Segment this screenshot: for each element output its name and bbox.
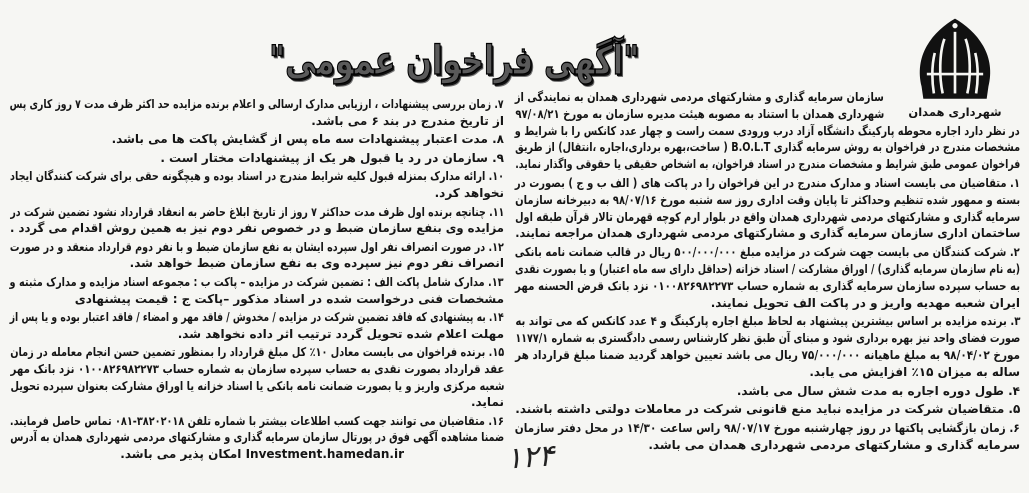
clause-12 [10,239,504,272]
line-text: ضمنا مشاهده آگهی فوق در پورتال سازمان سرمایه گذاری و مشارکتهای مردمی شهرداری همدان به آدرس [10,430,504,445]
line-text: عقد قرارداد بصورت نقدی به حساب سپرده سازمان به شماره حساب ۰۱۰۰۸۲۶۹۸۲۲۷۳ نزد بانک مهر [10,361,505,376]
line-text: (به نام سازمان سرمایه گذاری) / اوراق مشارکت / اسناد خزانه (حداقل دارای سه ماه اعتبار) و یا بصورت نقدی [514,261,1020,276]
line-text: مشخصات مندرج در فراخوان به روش سرمایه گذاری B.O.L.T ( ساخت،بهره برداری،اجاره ،انتقال) از طریق [514,140,1020,155]
line-text: ایران شعبه مهدیه واریز و در پاکت الف تحویل نمایند. [710,295,1020,310]
text-line [515,295,1020,312]
clause-10 [10,168,504,201]
line-text: شعبه مرکزی واریز و یا بصورت ضمانت نامه بانکی یا اسناد خزانه یا اوراق مشارکت بعنوان سپرده تحویل [10,378,504,393]
line-text: ۱۴. به پیشنهادی که فاقد تضمین شرکت در مزایده / مخدوش / فاقد مهر و امضاء / فاقد اعتبار بوده و یا پس از [9,310,504,325]
text-line [515,156,1020,173]
text-line [10,326,504,343]
clause-5 [515,401,1020,418]
text-line [515,225,1020,242]
text-line [10,220,504,237]
left-column [10,96,504,462]
line-text: به حساب سپرده سازمان سرمایه گذاری به شماره حساب ۰۱۰۰۸۲۶۹۸۲۲۷۳ نزد بانک قرض الحسنه مهر [514,278,1020,293]
text-line [10,113,504,130]
line-text: ۱۰. ارائه مدارک بمنزله قبول کلیه شرایط مندرج در اسناد بوده و هیچگونه حقی برای شرکت کنندگان ایجاد [9,169,504,184]
text-line [515,437,1020,454]
text-line [10,255,504,272]
text-line [515,89,1020,106]
clause-4 [515,383,1020,400]
line-text: ۹. سازمان در رد یا قبول هر یک از پیشنهادات مختار است . [160,150,504,165]
text-line [10,291,504,308]
line-text: بسته و ممهور شده تنظیم وحداکثر تا پایان وقت اداری روز سه شنبه مورخ ۹۸/۰۷/۱۶ به دبیرخانه سازمان [515,192,1020,207]
text-line [515,139,1020,156]
logo-caption: شهرداری همدان [908,105,1002,119]
text-line [10,378,504,395]
text-line [10,394,504,411]
clause-2 [515,244,1020,311]
line-text: انصراف نفر دوم نیز سپرده وی به نفع سازمان ضبط خواهد شد. [129,256,504,271]
line-text: ۶. زمان بازگشایی پاکتها در روز چهارشنبه مورخ ۹۸/۰۷/۱۷ راس ساعت ۱۴/۳۰ در محل دفتر سازمان [514,421,1020,436]
text-line [515,364,1020,381]
line-text: ساختمان اداری سازمان سرمایه گذاری و مشارکتهای مردمی شهرداری همدان مراجعه نمایند. [514,226,1020,241]
line-text: شهرداری همدان با استناد به مصوبه هیئت مدیره سازمان به مورخ ۹۷/۰۸/۲۱ [514,106,884,121]
line-text: سرمایه گذاری و مشارکتهای مردمی شهرداری همدان می باشد. [648,437,1020,452]
clause-9 [10,150,504,167]
text-line [515,401,1020,418]
line-text: سازمان سرمایه گذاری و مشارکتهای مردمی شهرداری همدان به نمایندگی از [514,90,884,104]
text-line [10,309,504,326]
text-line [10,204,504,221]
notice-title-text: "آگهی فراخوان عمومی" [268,38,639,84]
text-line [10,185,504,202]
line-text: ۲. شرکت کنندگان می بایست جهت شرکت در مزایده مبلغ ۵۰۰/۰۰۰/۰۰۰ ریال در قالب ضمانت نامه بانکی [515,245,1020,260]
clause-11 [10,204,504,237]
line-text: ۱۶. متقاضیان می توانند جهت کسب اطلاعات بیشتر با شماره تلفن ۳۸۲۰۲۰۱۸-۰۸۱ تماس حاصل فرمایند. [9,413,504,428]
line-text: ۱۵. برنده فراخوان می بایست معادل ۱۰٪ کل مبلغ قرارداد را بمنظور تضمین حسن انجام معامله در زمان [9,345,504,360]
text-line [10,239,504,256]
text-line [515,261,1020,278]
right-column [515,89,1020,454]
line-text: مشخصات فنی درخواست شده در اسناد مذکور –پاکت ج : قیمت پیشنهادی [74,291,504,306]
line-text: نماید. [470,395,504,410]
line-text: ۱۱. چنانچه برنده اول ظرف مدت حداکثر ۷ روز از تاریخ ابلاغ حاضر به انعقاد قرارداد نشود تضمین شرکت در [10,204,504,219]
intro-paragraph [515,89,1020,173]
text-line [515,244,1020,261]
notice-title [268,30,696,92]
text-line [10,413,504,430]
text-line [10,361,504,378]
text-line [515,209,1020,226]
text-line [515,420,1020,437]
line-text: مهلت اعلام شده تحویل گردد ترتیب اثر داده نخواهد شد. [177,326,504,341]
line-text: ۵. متقاضیان شرکت در مزایده نباید منع قانونی شرکت در معاملات دولتی داشته باشند. [514,402,1020,417]
clause-13 [10,274,504,307]
clause-6 [515,420,1020,454]
clause-16 [10,413,504,463]
clause-15 [10,344,504,410]
line-text: ۳. برنده مزایده بر اساس بیشترین پیشنهاد به لحاظ مبلغ اجاره پارکینگ و ۴ عدد کانکس که می تواند به [514,314,1020,329]
text-line [10,344,504,361]
line-text: مورخ ۹۸/۰۴/۰۲ به مبلغ ماهیانه ۷۵/۰۰۰/۰۰۰ ریال می باشد تعیین خواهد گردید ضمنا مبلغ قرارداد هر [515,347,1020,362]
handwritten-note: ۱۲۴ [504,438,556,477]
line-text: ۱. متقاضیان می بایست اسناد و مدارک مندرج در این فراخوان را در پاکت های ( الف ب و ج ) بصورت در [514,175,1020,190]
line-text: صورت فضای واحد نیز بهره برداری شود و مبنای آن طبق نظر کارشناس رسمی دادگستری به شماره ۱۱۷۷/۱ [515,331,1020,346]
text-line [515,383,1020,400]
text-line [515,192,1020,209]
clause-3 [515,313,1020,380]
line-text: ۴. طول دوره اجاره به مدت شش سال می باشد. [736,383,1020,398]
line-text: ۷. زمان بررسی پیشنهادات ، ارزیابی مدارک ارسالی و اعلام برنده مزایده حد اکثر ظرف مدت ۷ روز کاری پس [10,97,504,111]
line-text: ساله به میزان ۱۵٪ افزایش می یابد. [809,364,1020,379]
line-text: ۸. مدت اعتبار پیشنهادات سه ماه پس از گشایش پاکت ها می باشد. [111,132,504,147]
text-line [10,446,504,463]
text-line [10,131,504,148]
text-line [515,106,1020,123]
text-line [10,429,504,446]
line-text: نخواهد کرد. [434,185,504,200]
line-text: ۱۳. مدارک شامل پاکت الف : تضمین شرکت در مزایده – پاکت ب : مجموعه اسناد مزایده و مدارک مثبته و [9,274,504,289]
clause-7 [10,96,504,129]
text-line [515,175,1020,192]
clause-8 [10,131,504,148]
text-line [515,330,1020,347]
text-line [10,150,504,167]
text-line [10,274,504,291]
line-text: Investment.hamedan.ir امکان پذیر می باشد. [120,446,404,461]
line-text: از تاریخ مندرج در بند ۶ می باشد. [311,113,504,128]
clause-14 [10,309,504,342]
line-text: فراخوان عمومی طبق شرایط و مشخصات مندرج در اسناد فراخوان، به اشخاص حقیقی یا حقوقی واگذار نماید. [515,157,1020,172]
line-text: در نظر دارد اجاره محوطه پارکینگ دانشگاه آزاد درب ورودی سمت راست و چهار عدد کانکس را با شرایط و [514,123,1020,138]
text-line [10,96,504,113]
text-line [10,168,504,185]
text-line [515,313,1020,330]
line-text: مزایده وی بنفع سازمان ضبط و در خصوص نفر دوم نیز به همین روش اقدام می گردد . [9,221,504,236]
text-line [515,278,1020,295]
text-line [515,347,1020,364]
line-text: سرمایه گذاری و مشارکتهای مردمی شهرداری همدان واقع در بلوار ارم کوچه قهرمان تالار قرآن طبقه اول [515,209,1020,224]
clause-1 [515,175,1020,242]
text-line [515,123,1020,140]
line-text: ۱۲. در صورت انصراف نفر اول سپرده ایشان به نفع سازمان ضبط و با نفر دوم قرارداد منعقد و در صورت [10,239,504,254]
